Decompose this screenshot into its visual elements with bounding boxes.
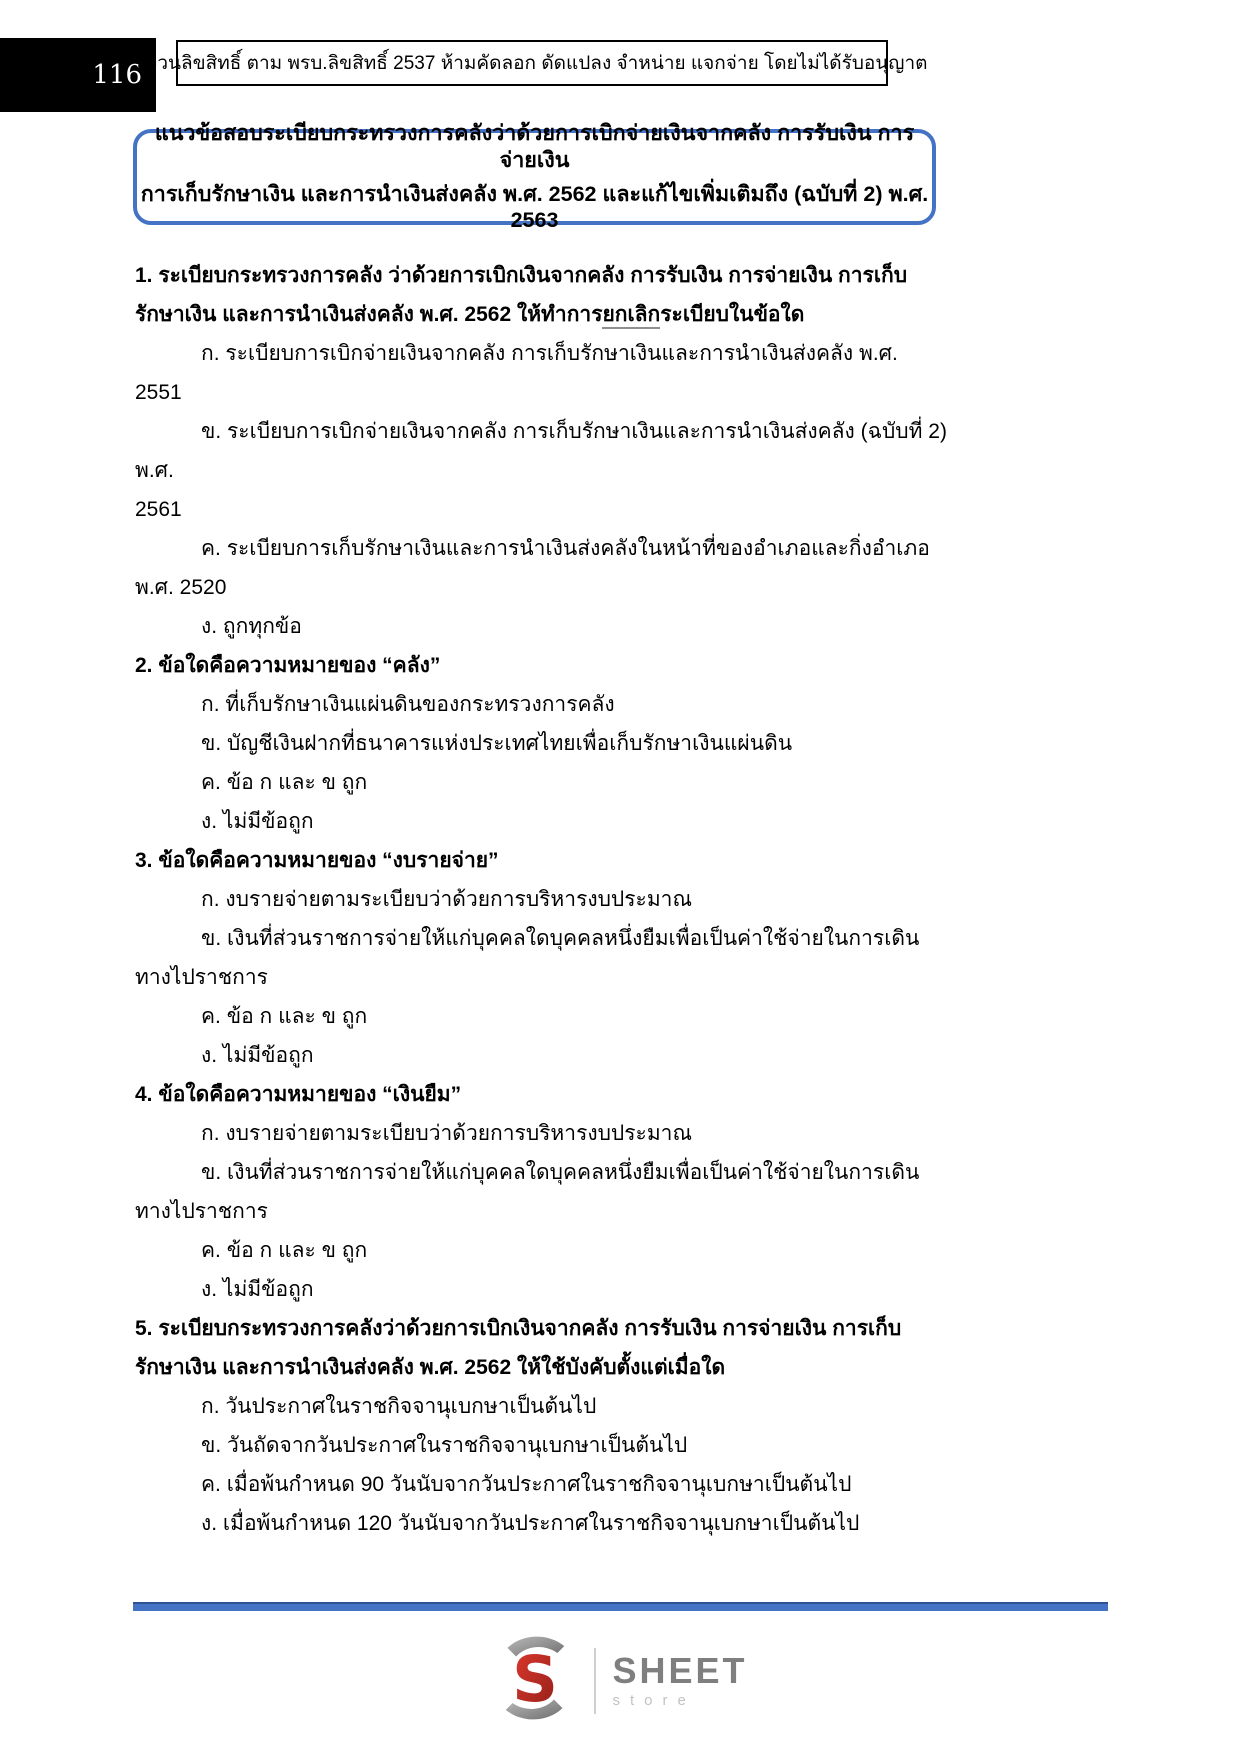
- question-text: 1. ระเบียบกระทรวงการคลัง ว่าด้วยการเบิกเงินจากคลัง การรับเงิน การจ่ายเงิน การเก็บรักษาเงิน และการนำเงินส่งคลัง พ.ศ. 2562 ให้ทำการ: [135, 264, 908, 326]
- question-text: 5. ระเบียบกระทรวงการคลังว่าด้วยการเบิกเงินจากคลัง การรับเงิน การจ่ายเงิน การเก็บรักษาเงิน และการนำเงินส่งคลัง พ.ศ. 2562 ให้ใช้บังคับตั้งแต่เมื่อใด: [135, 1317, 902, 1379]
- question-text-underlined: ยกเลิก: [602, 303, 660, 329]
- option-item: ง. เมื่อพ้นกำหนด 120 วันนับจากวันประกาศในราชกิจจานุเบกษาเป็นต้นไป: [201, 1512, 860, 1535]
- question-heading: [135, 256, 947, 334]
- sheet-store-logo: [0, 1632, 1240, 1729]
- option-item: ก. ระเบียบการเบิกจ่ายเงินจากคลัง การเก็บรักษาเงินและการนำเงินส่งคลัง พ.ศ. 2551: [135, 342, 898, 404]
- option-item: ค. ข้อ ก และ ข ถูก: [201, 771, 368, 794]
- option-item: ก. ที่เก็บรักษาเงินแผ่นดินของกระทรวงการคลัง: [201, 693, 615, 716]
- option-item: ง. ไม่มีข้อถูก: [201, 1044, 314, 1067]
- exam-title-line1: แนวข้อสอบระเบียบกระทรวงการคลังว่าด้วยการเบิกจ่ายเงินจากคลัง การรับเงิน การจ่ายเงิน: [154, 120, 915, 172]
- option-item: ก. วันประกาศในราชกิจจานุเบกษาเป็นต้นไป: [201, 1395, 597, 1418]
- svg-text:S: S: [512, 1643, 559, 1718]
- question-text: 3. ข้อใดคือความหมายของ “งบรายจ่าย”: [135, 849, 499, 872]
- question-text: 2. ข้อใดคือความหมายของ “คลัง”: [135, 654, 441, 677]
- option-item: ง. ไม่มีข้อถูก: [201, 1278, 314, 1301]
- question-heading: [135, 646, 947, 685]
- page-number: 116: [92, 60, 142, 90]
- option-item: ค. เมื่อพ้นกำหนด 90 วันนับจากวันประกาศในราชกิจจานุเบกษาเป็นต้นไป: [201, 1473, 852, 1496]
- exam-title-line2: การเก็บรักษาเงิน และการนำเงินส่งคลัง พ.ศ. 2562 และแก้ไขเพิ่มเติมถึง (ฉบับที่ 2) พ.ศ. 2563: [140, 181, 929, 233]
- logo-divider: [594, 1648, 596, 1714]
- page-number-block: [0, 38, 156, 112]
- footer-divider-rule: [133, 1602, 1108, 1611]
- question-text-post: ระเบียบในข้อใด: [660, 303, 805, 326]
- question-heading: [135, 841, 947, 880]
- option-item: ง. ไม่มีข้อถูก: [201, 810, 314, 833]
- option-item: ค. ข้อ ก และ ข ถูก: [201, 1239, 368, 1262]
- option-item: ข. วันถัดจากวันประกาศในราชกิจจานุเบกษาเป็นต้นไป: [201, 1434, 688, 1457]
- option-item: ก. งบรายจ่ายตามระเบียบว่าด้วยการบริหารงบประมาณ: [201, 888, 692, 911]
- question-heading: [135, 1309, 947, 1387]
- copyright-notice: สงวนลิขสิทธิ์ ตาม พรบ.ลิขสิทธิ์ 2537 ห้ามคัดลอก ดัดแปลง จำหน่าย แจกจ่าย โดยไม่ได้รับอนุญาต: [136, 53, 928, 74]
- exam-title-box: [133, 120, 936, 233]
- option-item: ข. บัญชีเงินฝากที่ธนาคารแห่งประเทศไทยเพื่อเก็บรักษาเงินแผ่นดิน: [201, 732, 793, 755]
- logo-sub-wordmark: store: [612, 1692, 696, 1709]
- option-item-continuation: 2561: [135, 498, 182, 521]
- option-item: ค. ระเบียบการเก็บรักษาเงินและการนำเงินส่งคลังในหน้าที่ของอำเภอและกิ่งอำเภอ พ.ศ. 2520: [135, 537, 930, 599]
- s-mark-icon: [492, 1632, 578, 1729]
- option-item: ค. ข้อ ก และ ข ถูก: [201, 1005, 368, 1028]
- copyright-box: [136, 40, 928, 86]
- option-item: ข. เงินที่ส่วนราชการจ่ายให้แก่บุคคลใดบุคคลหนึ่งยืมเพื่อเป็นค่าใช้จ่ายในการเดินทางไปราชการ: [135, 927, 920, 989]
- logo-wordmark: SHEET: [612, 1650, 748, 1691]
- option-item: ข. เงินที่ส่วนราชการจ่ายให้แก่บุคคลใดบุคคลหนึ่งยืมเพื่อเป็นค่าใช้จ่ายในการเดินทางไปราชการ: [135, 1161, 920, 1223]
- questions-section: [135, 256, 947, 1543]
- option-item: ง. ถูกทุกข้อ: [201, 615, 302, 638]
- question-heading: [135, 1075, 947, 1114]
- option-item: ข. ระเบียบการเบิกจ่ายเงินจากคลัง การเก็บรักษาเงินและการนำเงินส่งคลัง (ฉบับที่ 2) พ.ศ.: [135, 420, 947, 482]
- logo-text: [612, 1650, 748, 1709]
- option-item: ก. งบรายจ่ายตามระเบียบว่าด้วยการบริหารงบประมาณ: [201, 1122, 692, 1145]
- question-text: 4. ข้อใดคือความหมายของ “เงินยืม”: [135, 1083, 462, 1106]
